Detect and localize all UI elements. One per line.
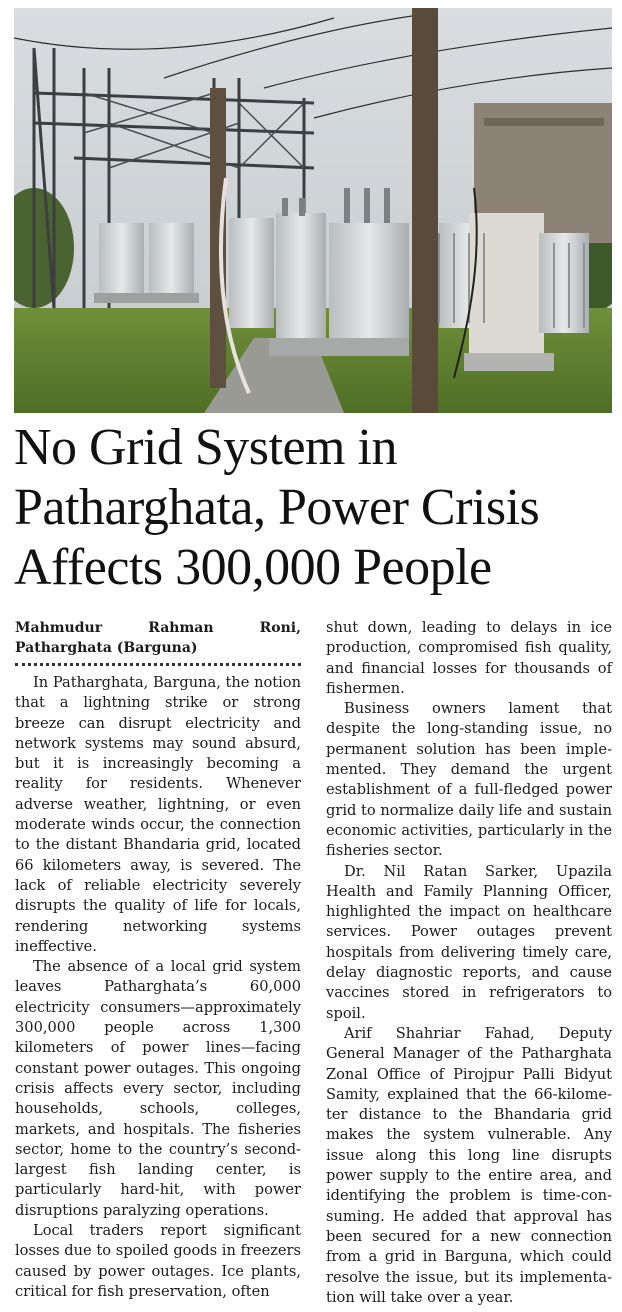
byline-first-name: Mahmudur: [15, 620, 103, 636]
byline-middle-name: Rahman: [148, 620, 214, 636]
headline-line-3: Affects 300,000 People: [14, 539, 492, 596]
substation-photo: [14, 8, 612, 413]
paragraph-1: In Patharghata, Barguna, the notion that a lightning strike or strong breeze can disrupt electricity and network systems may sound absurd, but it is increasingly becoming a reality for residents. Whenever adverse weather, lightning, or even moderate winds occur, the connection to the distant Bhandaria grid, located 66 kilometers away, is severed. The lack of reliable electricity severely disrupts the quality of life for locals, rendering networking systems ineffective.: [15, 674, 301, 955]
paragraph-3: Local traders report significant losses due to spoiled goods in freezers caused by power outages. Ice plants, critical for fish preservation, often: [15, 1222, 301, 1300]
paragraph-6: Arif Shahriar Fahad, Deputy General Manager of the Patharghata Zonal Office of Pirojpur Palli Bidyut Samity, explained that the 66-kilometer distance to the Bhandaria grid makes the system vulnerable. Any issue along this long line disrupts power supply to the entire area, and identifying the problem is time-consuming. He added that approval has been secured for a new connection from a grid in Barguna, which could resolve the issue, but its implementation will take over a year.: [326, 1024, 612, 1306]
substation-photo-icon: [14, 8, 612, 413]
headline: [14, 418, 614, 598]
paragraph-2: The absence of a local grid system leaves Patharghata’s 60,000 electricity consumers—approximately 300,000 people across 1,300 kilometers of power lines—facing constant power outages. This ongoing crisis affects every sector, including households, schools, colleges, markets, and hospitals. The fisheries sector, home to the country’s second-largest fish landing center, is particularly hard-hit, with power disruptions paralyzing operations.: [15, 958, 301, 1219]
article-column-right: [326, 618, 612, 1308]
byline: [15, 618, 301, 658]
byline-last-name: Roni,: [259, 620, 301, 636]
paragraph-3-continued: shut down, leading to delays in ice production, compromised fish quality, and financial losses for thousands of fishermen.: [326, 619, 612, 697]
article-column-left: [15, 618, 301, 1302]
headline-line-1: No Grid System in: [14, 419, 397, 476]
paragraph-5: Dr. Nil Ratan Sarker, Upazila Health and Family Planning Officer, highlighted the impact on healthcare services. Power outages prevent hospitals from delivering timely care, delay diagnostic reports, and cause vaccines stored in refrigerators to spoil.: [326, 862, 612, 1022]
headline-line-2: Patharghata, Power Crisis: [14, 479, 540, 536]
byline-divider: [15, 663, 301, 666]
byline-location: Patharghata (Barguna): [15, 640, 198, 656]
byline-name: [15, 618, 301, 638]
paragraph-4: Business owners lament that despite the long-standing issue, no permanent solution has been implemented. They demand the urgent establishment of a full-fledged power grid to normalize daily life and sustain economic activities, particularly in the fisheries sector.: [326, 700, 612, 860]
